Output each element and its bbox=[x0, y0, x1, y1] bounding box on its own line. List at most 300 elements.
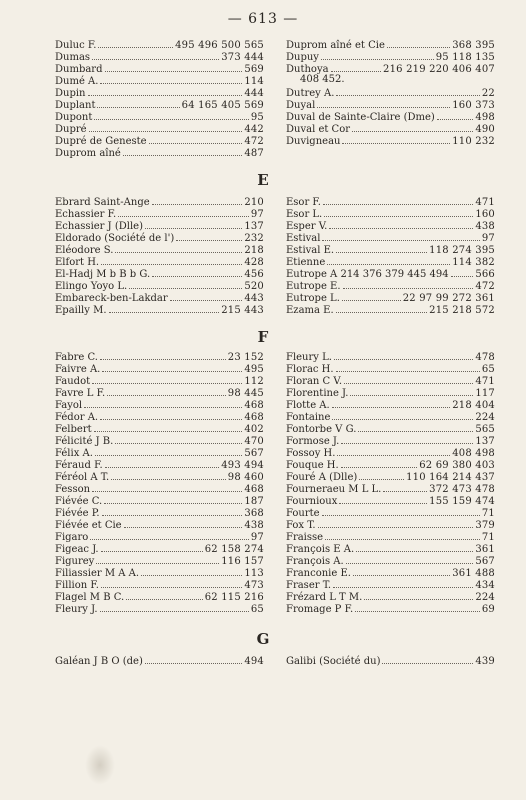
index-entry bbox=[286, 62, 495, 74]
leader-dots bbox=[124, 518, 243, 528]
index-entry bbox=[286, 350, 495, 362]
leader-dots bbox=[341, 434, 473, 444]
entry-page-numbers: 95 118 135 bbox=[435, 52, 495, 62]
entry-name: Flotte A. bbox=[286, 400, 330, 410]
leader-dots bbox=[107, 386, 226, 396]
entry-name: Estival bbox=[286, 233, 321, 243]
leader-dots bbox=[98, 38, 173, 48]
entry-name: Filiassier M A A. bbox=[55, 568, 140, 578]
entry-page-numbers: 494 bbox=[244, 656, 264, 666]
leader-dots bbox=[346, 554, 474, 564]
entry-name: Fontorbe V G. bbox=[286, 424, 357, 434]
leader-dots bbox=[176, 231, 242, 241]
entry-name: Duplant bbox=[55, 100, 96, 110]
index-entry bbox=[286, 446, 495, 458]
index-entry bbox=[286, 110, 495, 122]
entry-page-numbers: 71 bbox=[481, 532, 495, 542]
entry-page-numbers: 62 158 274 bbox=[204, 544, 264, 554]
leader-dots bbox=[115, 434, 242, 444]
leader-dots bbox=[123, 146, 242, 156]
entry-name: Fourneraeu M L L. bbox=[286, 484, 382, 494]
index-entry bbox=[286, 303, 495, 315]
entry-page-numbers: 187 bbox=[244, 496, 264, 506]
index-entry bbox=[55, 98, 264, 110]
entry-name: Floran C V. bbox=[286, 376, 343, 386]
index-entry bbox=[55, 422, 264, 434]
leader-dots bbox=[322, 506, 480, 516]
entry-page-numbers: 116 157 bbox=[221, 556, 264, 566]
index-entry bbox=[55, 231, 264, 243]
entry-page-numbers: 434 bbox=[475, 580, 495, 590]
leader-dots bbox=[324, 207, 473, 217]
entry-name: Faivre A. bbox=[55, 364, 101, 374]
entry-page-numbers: 97 bbox=[250, 532, 264, 542]
leader-dots bbox=[92, 482, 242, 492]
entry-name: Eutrope E. bbox=[286, 281, 341, 291]
leader-dots bbox=[359, 470, 404, 480]
index-entry bbox=[55, 122, 264, 134]
entry-name: Eldorado (Société de l') bbox=[55, 233, 175, 243]
leader-dots bbox=[101, 255, 242, 265]
index-entry bbox=[286, 410, 495, 422]
entry-page-numbers: 565 bbox=[475, 424, 495, 434]
leader-dots bbox=[343, 279, 474, 289]
entry-name: Esor F. bbox=[286, 197, 321, 207]
entry-name: Fiévée C. bbox=[55, 496, 103, 506]
entry-name: Dumas bbox=[55, 52, 91, 62]
leader-dots bbox=[387, 38, 450, 48]
index-entry bbox=[286, 207, 495, 219]
entry-page-numbers: 112 bbox=[244, 376, 264, 386]
entry-name: Estival E. bbox=[286, 245, 335, 255]
entry-name: Figaro bbox=[55, 532, 89, 542]
entry-name: Florac H. bbox=[286, 364, 334, 374]
index-entry bbox=[55, 578, 264, 590]
index-entry bbox=[286, 38, 495, 50]
entry-page-numbers: 438 bbox=[475, 221, 495, 231]
index-entry bbox=[286, 134, 495, 146]
index-entry bbox=[55, 50, 264, 62]
leader-dots bbox=[101, 542, 203, 552]
leader-dots bbox=[105, 62, 243, 72]
leader-dots bbox=[100, 410, 242, 420]
index-entry bbox=[55, 554, 264, 566]
entry-page-numbers: 368 bbox=[244, 508, 264, 518]
index-entry bbox=[286, 566, 495, 578]
index-entry bbox=[55, 146, 264, 158]
entry-name: Fabre C. bbox=[55, 352, 98, 362]
entry-page-numbers: 65 bbox=[250, 604, 264, 614]
entry-name: Esper V. bbox=[286, 221, 328, 231]
entry-name: El-Hadj M b B b G. bbox=[55, 269, 151, 279]
leader-dots bbox=[118, 207, 249, 217]
entry-name: Galéan J B O (de) bbox=[55, 656, 143, 666]
entry-page-numbers: 456 bbox=[244, 269, 264, 279]
entry-name: Etienne bbox=[286, 257, 326, 267]
leader-dots bbox=[344, 374, 473, 384]
entry-page-numbers: 472 bbox=[244, 136, 264, 146]
entry-name: Elfort H. bbox=[55, 257, 100, 267]
leader-dots bbox=[145, 219, 242, 229]
index-entry bbox=[55, 74, 264, 86]
entry-page-numbers: 23 152 bbox=[227, 352, 264, 362]
entry-name: Dupont bbox=[55, 112, 93, 122]
entry-name: Eutrope L. bbox=[286, 293, 340, 303]
leader-dots bbox=[126, 590, 203, 600]
leader-dots bbox=[332, 410, 473, 420]
index-entry bbox=[55, 590, 264, 602]
index-entry bbox=[286, 279, 495, 291]
leader-dots bbox=[145, 654, 242, 664]
entry-name: Duval de Sainte-Claire (Dme) bbox=[286, 112, 435, 122]
index-entry bbox=[286, 530, 495, 542]
leader-dots bbox=[341, 458, 418, 468]
leader-dots bbox=[100, 74, 242, 84]
index-entry bbox=[55, 446, 264, 458]
index-entry bbox=[286, 542, 495, 554]
entry-name: Félicité J B. bbox=[55, 436, 114, 446]
entry-name: François A. bbox=[286, 556, 344, 566]
leader-dots bbox=[339, 494, 427, 504]
index-entry bbox=[286, 422, 495, 434]
entry-name: Dumé A. bbox=[55, 76, 99, 86]
entry-page-numbers: 114 bbox=[244, 76, 264, 86]
leader-dots bbox=[105, 458, 220, 468]
leader-dots bbox=[96, 554, 219, 564]
index-entry bbox=[55, 506, 264, 518]
index-entry bbox=[286, 122, 495, 134]
entry-name: Fontaine bbox=[286, 412, 331, 422]
index-entry bbox=[55, 219, 264, 231]
leader-dots bbox=[336, 243, 427, 253]
entry-page-numbers: 361 bbox=[475, 544, 495, 554]
index-entry bbox=[55, 410, 264, 422]
entry-page-numbers: 569 bbox=[244, 64, 264, 74]
entry-page-numbers: 567 bbox=[244, 448, 264, 458]
entry-page-numbers: 218 404 bbox=[452, 400, 495, 410]
section-heading-f: F bbox=[257, 328, 269, 346]
index-entry bbox=[286, 398, 495, 410]
entry-page-numbers: 468 bbox=[244, 484, 264, 494]
leader-dots bbox=[364, 590, 473, 600]
entry-name: Fédor A. bbox=[55, 412, 99, 422]
leader-dots bbox=[141, 566, 242, 576]
index-entry bbox=[286, 554, 495, 566]
index-entry bbox=[286, 482, 495, 494]
entry-page-numbers: 495 496 500 565 bbox=[175, 40, 264, 50]
entry-name: Fox T. bbox=[286, 520, 316, 530]
entry-page-numbers: 442 bbox=[244, 124, 264, 134]
leader-dots bbox=[318, 518, 474, 528]
entry-page-numbers: 137 bbox=[475, 436, 495, 446]
index-entry bbox=[286, 50, 495, 62]
entry-page-numbers: 114 382 bbox=[452, 257, 495, 267]
index-entry bbox=[55, 602, 264, 614]
index-entry bbox=[286, 243, 495, 255]
entry-name: Echassier J (Dlle) bbox=[55, 221, 143, 231]
leader-dots bbox=[102, 506, 243, 516]
entry-name: Faudot bbox=[55, 376, 91, 386]
index-entry bbox=[55, 654, 264, 666]
entry-name: Ebrard Saint-Ange bbox=[55, 197, 150, 207]
entry-name: Dupré bbox=[55, 124, 87, 134]
index-entry bbox=[286, 590, 495, 602]
entry-name: Florentine J. bbox=[286, 388, 349, 398]
leader-dots bbox=[327, 255, 450, 265]
entry-page-numbers: 118 274 395 bbox=[429, 245, 495, 255]
leader-dots bbox=[111, 470, 226, 480]
entry-page-numbers: 117 bbox=[475, 388, 495, 398]
leader-dots bbox=[437, 110, 473, 120]
leader-dots bbox=[97, 98, 179, 108]
entry-page-numbers: 402 bbox=[244, 424, 264, 434]
index-entry bbox=[55, 279, 264, 291]
column-left bbox=[55, 195, 264, 315]
entry-page-numbers: 495 bbox=[244, 364, 264, 374]
leader-dots bbox=[451, 267, 474, 277]
entry-page-numbers: 98 460 bbox=[227, 472, 264, 482]
entry-name: Duthoya bbox=[286, 64, 329, 74]
index-entry bbox=[286, 362, 495, 374]
entry-page-numbers: 472 bbox=[475, 281, 495, 291]
leader-dots bbox=[337, 446, 450, 456]
column-left bbox=[55, 38, 264, 158]
leader-dots bbox=[336, 303, 428, 313]
index-entry bbox=[286, 578, 495, 590]
entry-page-numbers: 65 bbox=[481, 364, 495, 374]
entry-page-numbers: 566 bbox=[475, 269, 495, 279]
index-entry bbox=[286, 374, 495, 386]
section-heading-e: E bbox=[257, 171, 269, 189]
entry-page-numbers: 160 bbox=[475, 209, 495, 219]
entry-page-numbers: 372 473 478 bbox=[429, 484, 495, 494]
entry-name: Eléodore S. bbox=[55, 245, 114, 255]
entry-name: Fouque H. bbox=[286, 460, 339, 470]
entry-name: Fraser T. bbox=[286, 580, 332, 590]
section-g-entries bbox=[55, 654, 495, 666]
entry-name: Figurey bbox=[55, 556, 95, 566]
index-entry bbox=[55, 494, 264, 506]
entry-name: Dutrey A. bbox=[286, 88, 335, 98]
index-entry bbox=[55, 398, 264, 410]
leader-dots bbox=[152, 195, 243, 205]
index-entry bbox=[55, 86, 264, 98]
index-entry bbox=[55, 362, 264, 374]
entry-page-numbers: 113 bbox=[244, 568, 264, 578]
entry-name: Dupré de Geneste bbox=[55, 136, 147, 146]
entry-page-numbers: 64 165 405 569 bbox=[181, 100, 264, 110]
entry-name: Fillion F. bbox=[55, 580, 99, 590]
entry-page-numbers: 408 498 bbox=[452, 448, 495, 458]
leader-dots bbox=[382, 654, 473, 664]
leader-dots bbox=[350, 386, 473, 396]
entry-name: Dupuy bbox=[286, 52, 319, 62]
index-entry bbox=[286, 434, 495, 446]
entry-page-numbers: 22 bbox=[481, 88, 495, 98]
entry-page-numbers: 71 bbox=[481, 508, 495, 518]
entry-page-numbers: 361 488 bbox=[452, 568, 495, 578]
entry-page-numbers: 97 bbox=[250, 209, 264, 219]
index-entry bbox=[55, 207, 264, 219]
leader-dots bbox=[342, 291, 401, 301]
leader-dots bbox=[329, 219, 473, 229]
leader-dots bbox=[355, 602, 480, 612]
entry-name: Fromage P F. bbox=[286, 604, 354, 614]
entry-name: Echassier F. bbox=[55, 209, 117, 219]
index-entry bbox=[55, 542, 264, 554]
entry-page-numbers: 520 bbox=[244, 281, 264, 291]
index-entry bbox=[55, 350, 264, 362]
index-entry bbox=[55, 374, 264, 386]
index-entry bbox=[286, 219, 495, 231]
leader-dots bbox=[92, 374, 242, 384]
entry-page-numbers: 98 445 bbox=[227, 388, 264, 398]
leader-dots bbox=[383, 482, 427, 492]
entry-name: Dumbard bbox=[55, 64, 103, 74]
index-entry bbox=[286, 386, 495, 398]
column-right bbox=[286, 195, 495, 315]
entry-name: Féraud F. bbox=[55, 460, 103, 470]
entry-page-numbers: 490 bbox=[475, 124, 495, 134]
entry-page-numbers: 22 97 99 272 361 bbox=[402, 293, 495, 303]
entry-page-numbers: 368 395 bbox=[452, 40, 495, 50]
index-entry bbox=[55, 110, 264, 122]
entry-name: Embareck-ben-Lakdar bbox=[55, 293, 168, 303]
entry-name: Franconie E. bbox=[286, 568, 351, 578]
entry-name: Duprom aîné et Cie bbox=[286, 40, 385, 50]
entry-page-numbers: 444 bbox=[244, 88, 264, 98]
column-left bbox=[55, 654, 264, 666]
entry-name: Epailly M. bbox=[55, 305, 107, 315]
entry-page-numbers: 471 bbox=[475, 376, 495, 386]
leader-dots bbox=[104, 494, 242, 504]
leader-dots bbox=[170, 291, 243, 301]
entry-name: Félix A. bbox=[55, 448, 93, 458]
entry-name: Duprom aîné bbox=[55, 148, 121, 158]
index-entry bbox=[55, 267, 264, 279]
entry-name: Féréol A T. bbox=[55, 472, 110, 482]
entry-name: Flagel M B C. bbox=[55, 592, 125, 602]
entry-page-numbers: 493 494 bbox=[221, 460, 264, 470]
index-entry bbox=[55, 566, 264, 578]
entry-name: Fleury J. bbox=[55, 604, 98, 614]
index-entry bbox=[55, 434, 264, 446]
entry-name: Fossoy H. bbox=[286, 448, 336, 458]
entry-name: Esor L. bbox=[286, 209, 323, 219]
entry-page-numbers: 110 164 214 437 bbox=[406, 472, 495, 482]
leader-dots bbox=[101, 578, 242, 588]
index-entry bbox=[55, 243, 264, 255]
index-entry bbox=[286, 602, 495, 614]
leader-dots bbox=[356, 542, 473, 552]
index-entry bbox=[55, 530, 264, 542]
entry-page-numbers: 155 159 474 bbox=[429, 496, 495, 506]
leader-dots bbox=[333, 578, 473, 588]
leader-dots bbox=[321, 50, 434, 60]
entry-page-numbers: 473 bbox=[244, 580, 264, 590]
page-number: — 613 — bbox=[227, 11, 299, 27]
index-entry bbox=[286, 255, 495, 267]
entry-page-numbers: 110 232 bbox=[452, 136, 495, 146]
leader-dots bbox=[129, 279, 242, 289]
entry-page-numbers: 215 443 bbox=[221, 305, 264, 315]
index-entry bbox=[286, 267, 495, 279]
entry-name: Fesson bbox=[55, 484, 91, 494]
entry-page-numbers: 95 bbox=[250, 112, 264, 122]
index-entry bbox=[55, 518, 264, 530]
entry-name: Duval et Cor bbox=[286, 124, 351, 134]
entry-name: Duvigneau bbox=[286, 136, 341, 146]
index-entry bbox=[286, 470, 495, 482]
entry-name: Frézard L T M. bbox=[286, 592, 363, 602]
leader-dots bbox=[352, 122, 473, 132]
entry-page-numbers: 373 444 bbox=[221, 52, 264, 62]
index-entry bbox=[286, 231, 495, 243]
index-entry bbox=[286, 291, 495, 303]
entry-name: 408 452. bbox=[300, 74, 345, 85]
section-heading-g: G bbox=[256, 630, 270, 648]
leader-dots bbox=[88, 86, 243, 96]
entry-name: Ezama E. bbox=[286, 305, 334, 315]
index-entry bbox=[286, 458, 495, 470]
index-entry bbox=[55, 386, 264, 398]
entry-page-numbers: 69 bbox=[481, 604, 495, 614]
entry-page-numbers: 468 bbox=[244, 412, 264, 422]
leader-dots bbox=[358, 422, 473, 432]
entry-page-numbers: 428 bbox=[244, 257, 264, 267]
leader-dots bbox=[336, 86, 479, 96]
leader-dots bbox=[323, 195, 473, 205]
leader-dots bbox=[332, 398, 451, 408]
entry-name: Felbert bbox=[55, 424, 92, 434]
entry-page-numbers: 478 bbox=[475, 352, 495, 362]
column-left bbox=[55, 350, 264, 614]
entry-name: Fourte bbox=[286, 508, 320, 518]
section-d-entries bbox=[55, 38, 495, 158]
entry-page-numbers: 216 219 220 406 407 bbox=[383, 64, 495, 74]
entry-name: Fiévée et Cie bbox=[55, 520, 122, 530]
index-entry bbox=[55, 38, 264, 50]
leader-dots bbox=[89, 122, 243, 132]
index-entry bbox=[286, 98, 495, 110]
entry-page-numbers: 232 bbox=[244, 233, 264, 243]
index-entry bbox=[55, 303, 264, 315]
entry-name: Fiévée P. bbox=[55, 508, 100, 518]
entry-name: Figeac J. bbox=[55, 544, 99, 554]
entry-page-numbers: 62 115 216 bbox=[204, 592, 264, 602]
entry-page-numbers: 468 bbox=[244, 400, 264, 410]
leader-dots bbox=[342, 134, 450, 144]
leader-dots bbox=[84, 398, 242, 408]
leader-dots bbox=[94, 422, 243, 432]
entry-name: Duluc F. bbox=[55, 40, 97, 50]
entry-page-numbers: 438 bbox=[244, 520, 264, 530]
entry-name: Fournioux bbox=[286, 496, 338, 506]
index-entry bbox=[55, 470, 264, 482]
leader-dots bbox=[115, 243, 242, 253]
entry-name: Dupin bbox=[55, 88, 86, 98]
index-entry bbox=[286, 654, 495, 666]
column-right bbox=[286, 350, 495, 614]
index-entry bbox=[286, 518, 495, 530]
leader-dots bbox=[95, 446, 242, 456]
entry-page-numbers: 62 69 380 403 bbox=[419, 460, 495, 470]
index-entry bbox=[286, 74, 495, 86]
entry-name: Fleury L. bbox=[286, 352, 332, 362]
entry-name: Fraisse bbox=[286, 532, 324, 542]
section-f-entries bbox=[55, 350, 495, 614]
leader-dots bbox=[109, 303, 220, 313]
